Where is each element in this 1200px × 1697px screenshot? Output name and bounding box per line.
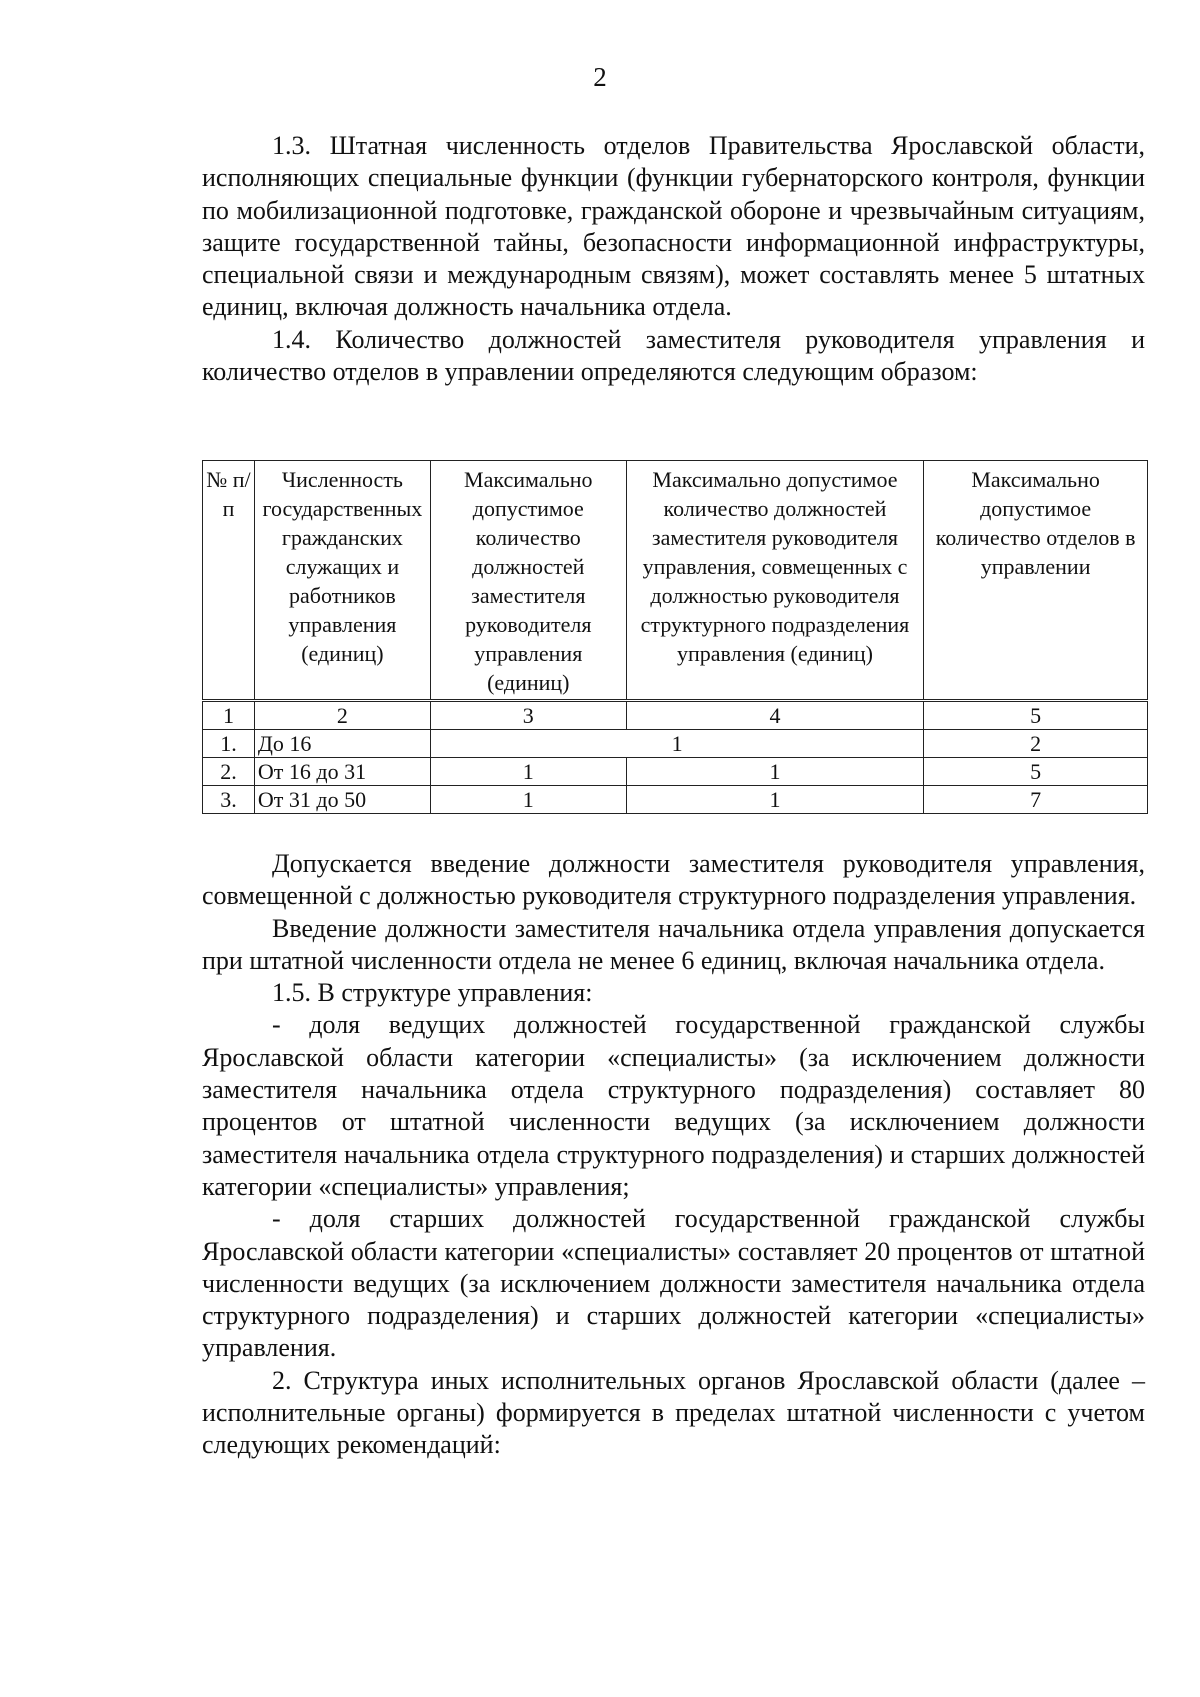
row-staff-count: От 31 до 50 <box>254 786 430 814</box>
header-max-deputies: Максимально допустимое количество должностей заместителя руководителя управления (единиц) <box>430 461 626 701</box>
column-number: 5 <box>924 701 1148 730</box>
table-row <box>203 758 1148 786</box>
page-number: 2 <box>593 62 607 92</box>
section-1-4: 1.4. Количество должностей заместителя руководителя управления и количество отделов в управлении определяются следующим образом: <box>202 324 1145 387</box>
row-number: 3. <box>203 786 255 814</box>
table-row <box>203 786 1148 814</box>
table-row <box>203 730 1148 758</box>
row-departments: 2 <box>924 730 1148 758</box>
row-staff-count: От 16 до 31 <box>254 758 430 786</box>
row-number: 2. <box>203 758 255 786</box>
column-number: 2 <box>254 701 430 730</box>
staff-limits-table <box>202 460 1148 814</box>
row-departments: 5 <box>924 758 1148 786</box>
bullet-senior-positions: - доля старших должностей государственной гражданской службы Ярославской области категории «специалисты» составляет 20 процентов от штатной численности ведущих (за исключением должности заместителя начальника отдела структурного подразделения) и старших должностей категории «специалисты» управления. <box>202 1204 1145 1363</box>
row-number: 1. <box>203 730 255 758</box>
column-number: 3 <box>430 701 626 730</box>
row-staff-count: До 16 <box>254 730 430 758</box>
body-text-block <box>202 848 1145 1462</box>
row-deputies: 1 <box>430 786 626 814</box>
header-max-combined-deputies: Максимально допустимое количество должностей заместителя руководителя управления, совмещенных с должностью руководителя структурного подразделения управления (единиц) <box>626 461 924 701</box>
bullet-leading-positions: - доля ведущих должностей государственной гражданской службы Ярославской области категории «специалисты» (за исключением должности заместителя начальника отдела структурного подразделения) составляет 80 процентов от штатной численности ведущих (за исключением должности заместителя начальника отдела структурного подразделения) и старших должностей категории «специалисты» управления; <box>202 1010 1145 1201</box>
section-1-3: 1.3. Штатная численность отделов Правительства Ярославской области, исполняющих специальные функции (функции губернаторского контроля, функции по мобилизационной подготовке, гражданской обороне и чрезвычайным ситуациям, защите государственной тайны, безопасности информационной инфраструктуры, специальной связи и международным связям), может составлять менее 5 штатных единиц, включая должность начальника отдела. <box>202 131 1145 322</box>
table-header-row <box>203 461 1148 701</box>
table-column-numbers-row <box>203 701 1148 730</box>
header-staff-count: Численность государственных гражданских служащих и работников управления (единиц) <box>254 461 430 701</box>
row-merged-deputies: 1 <box>430 730 923 758</box>
row-combined-deputies: 1 <box>626 786 924 814</box>
column-number: 1 <box>203 701 255 730</box>
row-combined-deputies: 1 <box>626 758 924 786</box>
section-1-5: 1.5. В структуре управления: <box>272 978 593 1008</box>
paragraph-allowed-deputy: Допускается введение должности заместителя руководителя управления, совмещенной с должностью руководителя структурного подразделения управления. <box>202 849 1145 911</box>
header-number: № п/п <box>203 461 255 701</box>
section-2: 2. Структура иных исполнительных органов Ярославской области (далее – исполнительные органы) формируется в пределах штатной численности с учетом следующих рекомендаций: <box>202 1365 1145 1460</box>
row-deputies: 1 <box>430 758 626 786</box>
intro-text-block <box>202 130 1145 388</box>
paragraph-deputy-head: Введение должности заместителя начальника отдела управления допускается при штатной численности отдела не менее 6 единиц, включая начальника отдела. <box>202 913 1145 975</box>
column-number: 4 <box>626 701 924 730</box>
header-max-departments: Максимально допустимое количество отделов в управлении <box>924 461 1148 701</box>
row-departments: 7 <box>924 786 1148 814</box>
